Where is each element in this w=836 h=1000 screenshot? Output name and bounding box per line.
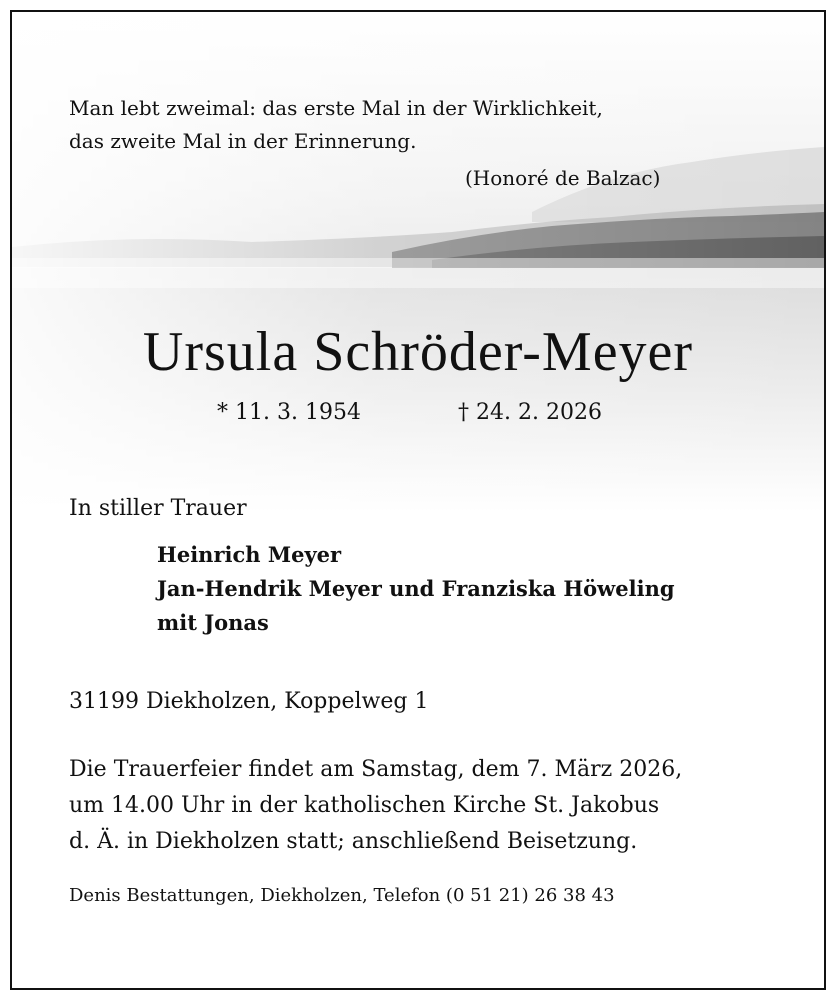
deceased-name: Ursula Schröder-Meyer <box>142 321 694 383</box>
obituary-notice <box>10 10 826 990</box>
death-date: † 24. 2. 2026 <box>458 400 602 425</box>
undertaker-contact: Denis Bestattungen, Diekholzen, Telefon (0 51 21) 26 38 43 <box>69 885 615 906</box>
quote-author: (Honoré de Balzac) <box>465 166 661 190</box>
mourner-line: Heinrich Meyer <box>157 542 342 567</box>
misty-lake-image <box>12 12 824 512</box>
quote-line-1: Man lebt zweimal: das erste Mal in der Wirklichkeit, <box>69 96 603 120</box>
mourning-intro: In stiller Trauer <box>69 496 247 521</box>
address: 31199 Diekholzen, Koppelweg 1 <box>69 689 429 714</box>
service-line: um 14.00 Uhr in der katholischen Kirche St. Jakobus <box>69 793 660 818</box>
mourner-line: Jan-Hendrik Meyer und Franziska Höweling <box>157 576 675 601</box>
quote-line-2: das zweite Mal in der Erinnerung. <box>69 129 417 153</box>
service-line: d. Ä. in Diekholzen statt; anschließend Beisetzung. <box>69 829 638 854</box>
service-line: Die Trauerfeier findet am Samstag, dem 7. März 2026, <box>69 757 683 782</box>
birth-date: * 11. 3. 1954 <box>217 400 361 425</box>
mourner-line: mit Jonas <box>157 610 269 635</box>
